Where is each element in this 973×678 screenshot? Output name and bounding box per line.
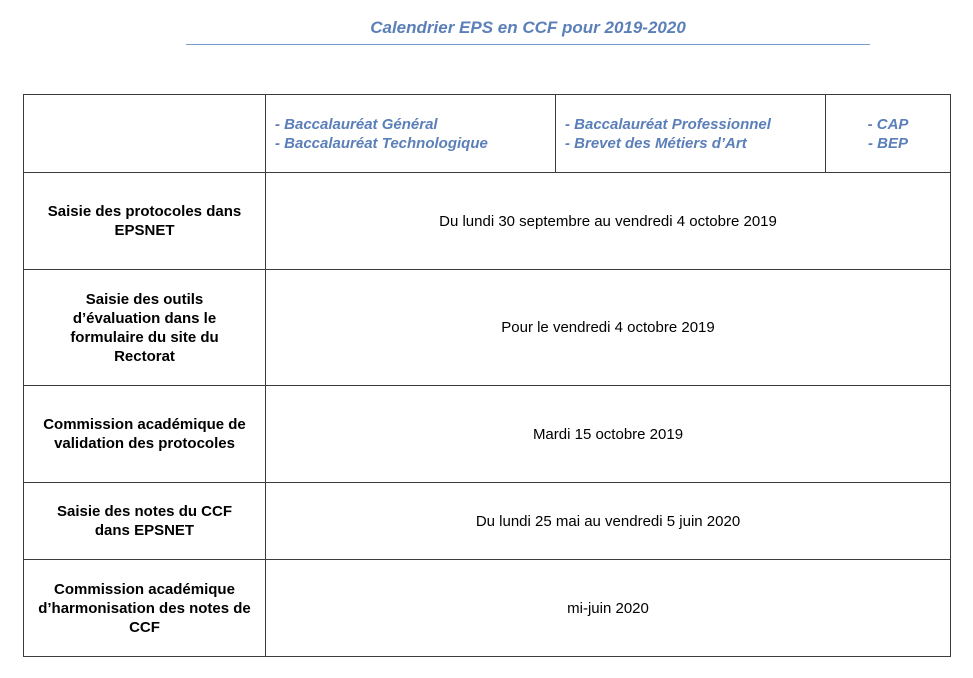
row-value: Du lundi 25 mai au vendredi 5 juin 2020 <box>266 483 951 560</box>
row-label-cell <box>24 173 266 270</box>
row-label: Saisie des protocoles dans EPSNET <box>47 203 242 239</box>
row-value: Mardi 15 octobre 2019 <box>266 386 951 483</box>
table-header-row <box>24 95 951 173</box>
header-item: - CAP <box>867 115 909 133</box>
table-row <box>24 483 951 560</box>
page-title: Calendrier EPS en CCF pour 2019-2020 <box>370 18 686 37</box>
header-item: - BEP <box>867 134 908 152</box>
header-item: - Baccalauréat Professionnel <box>565 115 771 133</box>
header-bac-general-techno <box>266 95 556 173</box>
row-label: Saisie des outils d’évaluation dans le formulaire du site du Rectorat <box>70 290 219 365</box>
row-label-cell <box>24 270 266 386</box>
header-item: - Baccalauréat Général <box>275 115 438 133</box>
title-underline <box>186 44 870 45</box>
row-label-cell <box>24 560 266 657</box>
row-label: Commission académique d’harmonisation des notes de CCF <box>38 580 251 636</box>
header-bac-pro-bma <box>556 95 826 173</box>
row-label: Saisie des notes du CCF dans EPSNET <box>56 503 233 539</box>
table-row <box>24 560 951 657</box>
header-empty-cell <box>24 95 266 173</box>
row-label-cell <box>24 483 266 560</box>
row-value: Pour le vendredi 4 octobre 2019 <box>266 270 951 386</box>
header-cap-bep <box>826 95 951 173</box>
table-row <box>24 173 951 270</box>
calendar-table <box>23 94 951 657</box>
table-row <box>24 270 951 386</box>
row-value: mi-juin 2020 <box>266 560 951 657</box>
header-item: - Baccalauréat Technologique <box>275 134 488 152</box>
row-label-cell <box>24 386 266 483</box>
row-value: Du lundi 30 septembre au vendredi 4 octobre 2019 <box>266 173 951 270</box>
table-row <box>24 386 951 483</box>
header-item: - Brevet des Métiers d’Art <box>565 134 747 152</box>
row-label: Commission académique de validation des protocoles <box>43 416 246 452</box>
